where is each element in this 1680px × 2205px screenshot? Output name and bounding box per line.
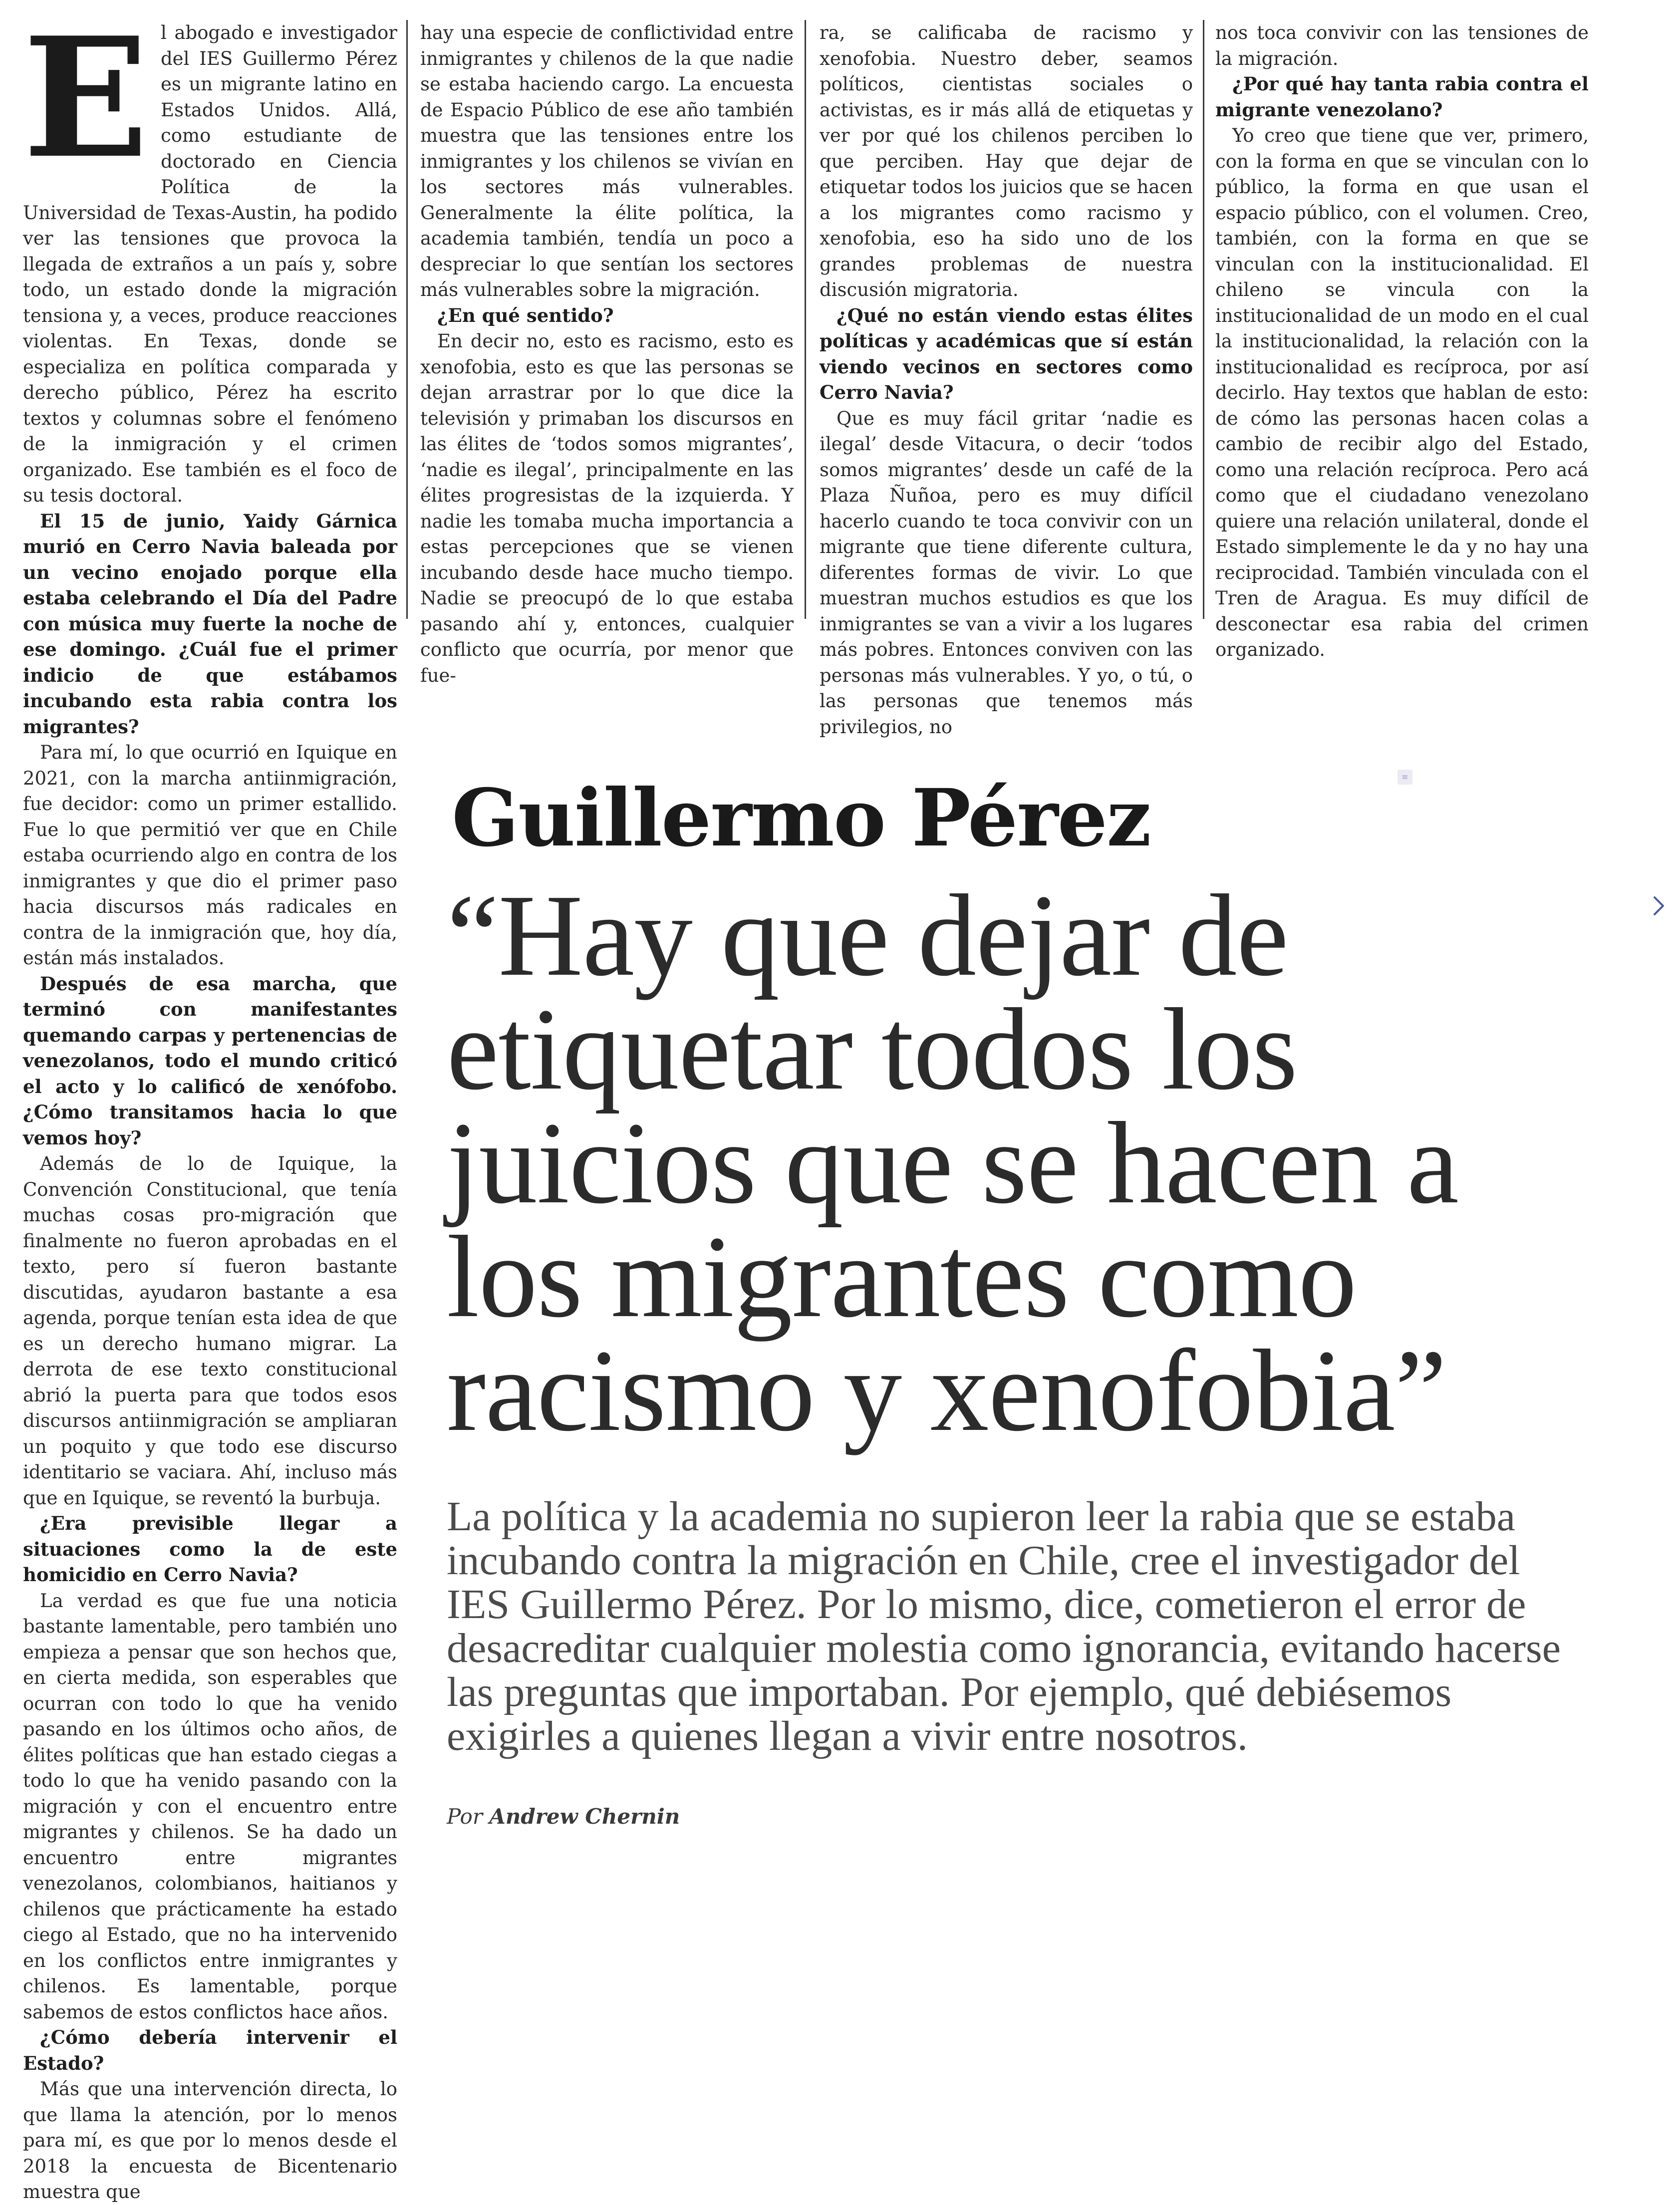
intro-paragraph: l abogado e investigador del IES Guillermo Pérez es un migrante latino en Estados Unidos. Allá, como estudiante de doctorado en Ciencia Política de la Universidad de Texas-Austin, ha podido ver las tensiones que provoca la llegada de extraños a un país y, sobre todo, un estado donde la migración tensiona y, a veces, produce reacciones violentas. En Texas, donde se especializa en política comparada y derecho público, Pérez ha escrito textos y columnas sobre el fenómeno de la inmigración y el crimen organizado. Ese también es el foco de su tesis doctoral. [23,22,397,506]
interviewee-name: Guillermo Pérez [452,772,1150,864]
question-7: ¿Por qué hay tanta rabia contra el migrante venezolano? [1215,73,1589,121]
question-3: ¿Era previsible llegar a situaciones como la de este homicidio en Cerro Navia? [23,1512,397,1586]
answer-4-continued: hay una especie de conflictividad entre inmigrantes y chilenos de la que nadie se estaba haciendo cargo. La encuesta de Espacio Público de ese año también muestra que las tensiones entre los inmigrantes y los chilenos se vivían en los sectores más vulnerables. Generalmente la élite política, la academia también, tendía un poco a despreciar lo que sentían los sectores más vulnerables sobre la migración. [420,22,794,300]
column-rule-2 [805,20,806,619]
chevron-right-icon[interactable] [1650,893,1668,918]
answer-3: La verdad es que fue una noticia bastante lamentable, pero también uno empieza a pensar que son hechos que, en cierta medida, son esperables que ocurran con todo lo que ha venido pasando en los últimos ocho años, de élites políticas que han estado ciegas a todo lo que ha venido pasando con la migración y con el encuentro entre migrantes y chilenos. Se ha dado un encuentro entre migrantes venezolanos, colombianos, haitianos y chilenos que prácticamente ha estado ciego al Estado, que no ha intervenido en los conflictos entre inmigrantes y chilenos. Es lamentable, porque sabemos de estos conflictos hace años. [23,1590,397,2023]
answer-1: Para mí, lo que ocurrió en Iquique en 2021, con la marcha antiinmigración, fue decidor: como un primer estallido. Fue lo que permitió ver que en Chile estaba ocurriendo algo en contra de los inmigrantes y que dio el primer paso hacia discursos más radicales en contra de la inmigración que, hoy día, están más instalados. [23,742,397,969]
answer-6: Que es muy fácil gritar ‘nadie es ilegal’ desde Vitacura, o decir ‘todos somos migrantes’ desde un café de la Plaza Ñuñoa, pero es muy difícil hacerlo cuando te toca convivir con un migrante que tiene diferente cultura, diferentes formas de vivir. Lo que muestran muchos estudios es que los inmigrantes se van a vivir a los lugares más pobres. Entonces conviven con las personas más vulnerables. Y yo, o tú, o las personas que tenemos más privilegios, no [820,407,1193,738]
annotation-marker-icon[interactable]: ≡ [1398,770,1412,785]
headline-quote: “Hay que dejar de etiquetar todos los juicios que se hacen a los migrantes como racismo y xenofobia” [447,870,1458,1455]
answer-7: Yo creo que tiene que ver, primero, con la forma en que se vinculan con lo público, la forma en que usan el espacio público, con el volumen. Creo, también, con la forma en que se vinculan con la institucionalidad. El chileno se vincula con la institucionalidad de un modo en el cual la institucionalidad, la relación con la institucionalidad es recíproca, por así decirlo. Hay textos que hablan de esto: de cómo las personas hacen colas a cambio de recibir algo del Estado, como una relación recíproca. Pero acá como que el ciudadano venezolano quiere una relación unilateral, donde el Estado simplemente le da y no hay una reciprocidad. También vinculada con el Tren de Aragua. Es muy difícil de desconectar esa rabia del crimen organizado. [1215,125,1589,660]
article-column-3 [820,20,1193,738]
answer-6-continued: nos toca convivir con las tensiones de la migración. [1215,22,1589,69]
article-column-1 [23,1,397,2205]
question-2: Después de esa marcha, que terminó con manifestantes quemando carpas y pertenencias de venezolanos, todo el mundo criticó el acto y lo calificó de xenófobo. ¿Cómo transitamos hacia lo que vemos hoy? [23,972,397,1149]
byline [447,1804,680,1829]
column-rule-3 [1203,20,1204,619]
byline-author: Andrew Chernin [489,1804,680,1829]
question-1: El 15 de junio, Yaidy Gárnica murió en Cerro Navia baleada por un vecino enojado porque ella estaba celebrando el Día del Padre con música muy fuerte la noche de ese domingo. ¿Cuál fue el primer indicio de que estábamos incubando esta rabia contra los migrantes? [23,510,397,738]
question-6: ¿Qué no están viendo estas élites políticas y académicas que sí están viendo vecinos en sectores como Cerro Navia? [820,304,1193,403]
column-rule-1 [406,20,408,619]
answer-2: Además de lo de Iquique, la Convención Constitucional, que tenía muchas cosas pro-migración que finalmente no fueron aprobadas en el texto, pero sí fueron bastante discutidas, ayudaron bastante a esa agenda, porque tenían esta idea de que es un derecho humano migrar. La derrota de ese texto constitucional abrió la puerta para que todos esos discursos antiinmigración se ampliaran un poquito y que todo ese discurso identitario se vaciara. Ahí, incluso más que en Iquique, se reventó la burbuja. [23,1153,397,1509]
article-column-4 [1215,20,1589,660]
drop-cap: E [23,1,149,195]
answer-4: Más que una intervención directa, lo que llama la atención, por lo menos para mí, es que por lo menos desde el 2018 la encuesta de Bicentenario muestra que [23,2078,397,2203]
article-deck: La política y la academia no supieron leer la rabia que se estaba incubando contra la migración en Chile, cree el investigador del IES Guillermo Pérez. Por lo mismo, dice, cometieron el error de desacreditar cualquier molestia como ignorancia, evitando hacerse las preguntas que importaban. Por ejemplo, qué debiésemos exigirles a quienes llegan a vivir entre nosotros. [447,1493,1561,1759]
answer-5: En decir no, esto es racismo, esto es xenofobia, esto es que las personas se dejan arrastrar por lo que dice la televisión y primaban los discursos en las élites de ‘todos somos migrantes’, ‘nadie es ilegal’, principalmente en las élites progresistas de la izquierda. Y nadie les tomaba mucha importancia a estas percepciones que se vienen incubando desde hace mucho tiempo. Nadie se preocupó de lo que estaba pasando ahí y, entonces, cualquier conflicto que ocurría, por menor que fue- [420,330,794,686]
article-column-2 [420,20,794,686]
answer-5-continued: ra, se calificaba de racismo y xenofobia. Nuestro deber, seamos políticos, cientistas sociales o activistas, es ir más allá de etiquetas y ver por qué los chilenos perciben lo que perciben. Hay que dejar de etiquetar todos los juicios que se hacen a los migrantes como racismo y xenofobia, eso ha sido uno de los grandes problemas de nuestra discusión migratoria. [820,22,1193,300]
question-4: ¿Cómo debería intervenir el Estado? [23,2026,397,2074]
byline-prefix: Por [447,1804,483,1829]
question-5: ¿En qué sentido? [437,304,614,326]
